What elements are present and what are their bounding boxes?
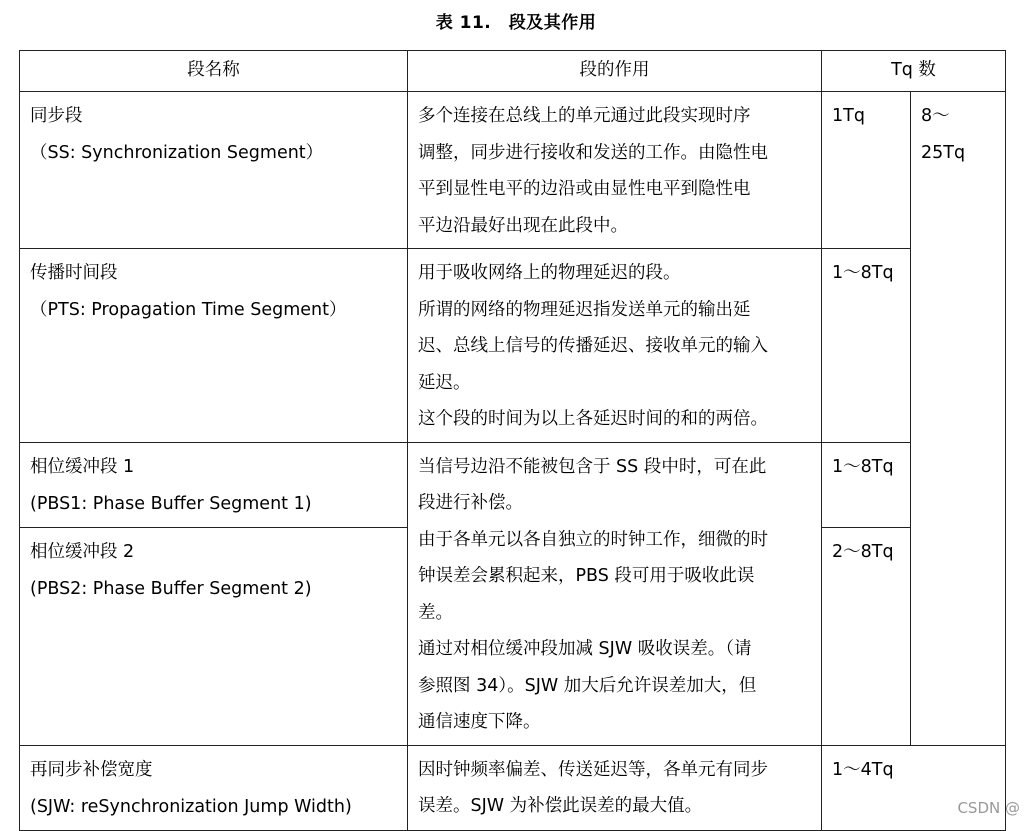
sjw-name-en: (SJW: reSynchronization Jump Width) bbox=[30, 796, 352, 817]
cell-pbs1-name bbox=[20, 442, 408, 527]
pbs2-name-cn: 相位缓冲段 2 bbox=[30, 541, 135, 562]
pbs-function-line: 由于各单元以各自独立的时钟工作，细微的时 bbox=[418, 529, 768, 550]
table-caption: 表 11. 段及其作用 bbox=[435, 13, 597, 33]
pts-function-line: 迟、总线上信号的传播延迟、接收单元的输入 bbox=[418, 336, 768, 356]
pbs-function-line: 段进行补偿。 bbox=[418, 493, 523, 513]
ss-name-cn: 同步段 bbox=[30, 106, 83, 126]
pbs-function-line: 差。 bbox=[418, 602, 453, 623]
pbs-function-line: 通信速度下降。 bbox=[418, 712, 541, 732]
cell-sjw-name bbox=[20, 745, 408, 830]
ss-function-line: 多个连接在总线上的单元通过此段实现时序 bbox=[418, 106, 751, 126]
cell-sjw-tq: 1～4Tq bbox=[822, 745, 1006, 830]
pbs-function-line: 当信号边沿不能被包含于 SS 段中时，可在此 bbox=[418, 456, 767, 477]
cell-ss-name bbox=[20, 92, 408, 249]
sjw-function-line: 误差。SJW 为补偿此误差的最大值。 bbox=[418, 796, 703, 816]
pts-function-p3: 这个段的时间为以上各延迟时间的和的两倍。 bbox=[418, 409, 768, 429]
pbs-function-line: 参照图 34）。SJW 加大后允许误差加大，但 bbox=[418, 675, 757, 696]
cell-pts-name bbox=[20, 249, 408, 443]
cell-total-tq bbox=[911, 92, 1006, 746]
pbs1-name-cn: 相位缓冲段 1 bbox=[30, 456, 135, 477]
pts-name-cn: 传播时间段 bbox=[30, 263, 118, 283]
table-row-pts bbox=[20, 249, 1006, 443]
total-tq-line: 25Tq bbox=[921, 143, 966, 163]
pts-function-line: 所谓的网络的物理延迟指发送单元的输出延 bbox=[418, 299, 751, 320]
pbs1-name-en: (PBS1: Phase Buffer Segment 1) bbox=[30, 493, 312, 514]
cell-pts-tq: 1～8Tq bbox=[822, 249, 911, 443]
pts-function-p1: 用于吸收网络上的物理延迟的段。 bbox=[418, 263, 681, 283]
sjw-name-cn: 再同步补偿宽度 bbox=[30, 759, 153, 780]
cell-pbs2-tq: 2～8Tq bbox=[822, 527, 911, 745]
sjw-function-line: 因时钟频率偏差、传送延迟等，各单元有同步 bbox=[418, 759, 768, 780]
header-tq-count: Tq 数 bbox=[822, 51, 1006, 92]
table-row-sjw bbox=[20, 745, 1006, 830]
table-row-pbs1 bbox=[20, 442, 1006, 527]
ss-function-line: 平到显性电平的边沿或由显性电平到隐性电 bbox=[418, 179, 751, 199]
pbs-function-line: 通过对相位缓冲段加减 SJW 吸收误差。（请 bbox=[418, 639, 752, 659]
ss-function-line: 平边沿最好出现在此段中。 bbox=[418, 215, 628, 236]
cell-ss-function bbox=[408, 92, 822, 249]
header-segment-function: 段的作用 bbox=[408, 51, 822, 92]
cell-pbs1-tq: 1～8Tq bbox=[822, 442, 911, 527]
cell-pbs2-name bbox=[20, 527, 408, 745]
header-segment-name: 段名称 bbox=[20, 51, 408, 92]
pbs2-name-en: (PBS2: Phase Buffer Segment 2) bbox=[30, 578, 312, 599]
cell-pbs-function bbox=[408, 442, 822, 745]
table-header-row bbox=[20, 51, 1006, 92]
total-tq-line: 8～ bbox=[921, 106, 950, 126]
pts-name-en: （PTS: Propagation Time Segment） bbox=[30, 300, 347, 320]
cell-pts-function bbox=[408, 249, 822, 443]
ss-function-line: 调整，同步进行接收和发送的工作。由隐性电 bbox=[418, 142, 768, 163]
cell-ss-tq: 1Tq bbox=[822, 92, 911, 249]
cell-sjw-function bbox=[408, 745, 822, 830]
table-row-ss bbox=[20, 92, 1006, 249]
segment-table bbox=[19, 50, 1006, 831]
pbs-function-line: 钟误差会累积起来，PBS 段可用于吸收此误 bbox=[418, 566, 755, 586]
ss-name-en: （SS: Synchronization Segment） bbox=[30, 143, 324, 163]
csdn-watermark: CSDN @ bbox=[957, 799, 1020, 817]
pts-function-line: 延迟。 bbox=[418, 372, 471, 393]
